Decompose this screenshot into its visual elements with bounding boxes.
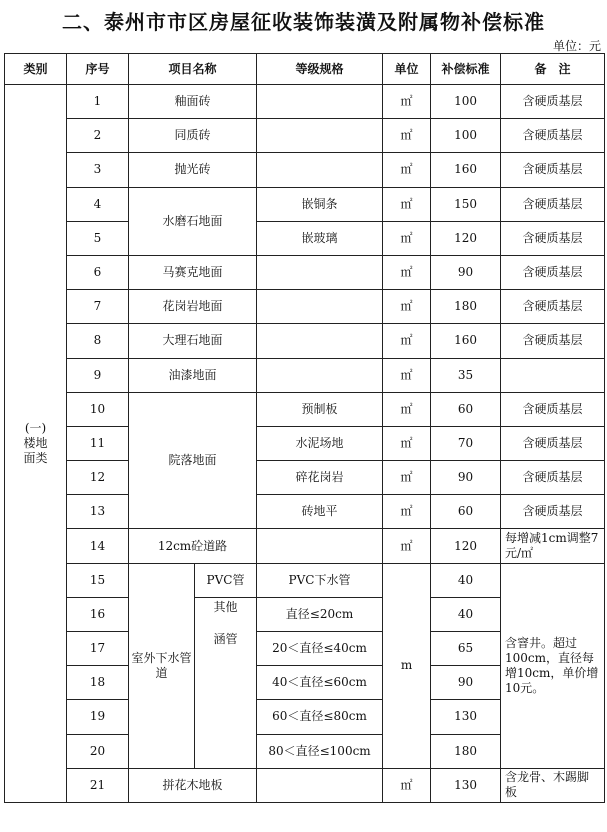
row-unit: ㎡ (383, 153, 431, 187)
row-value: 70 (431, 426, 501, 460)
row-name: 马赛克地面 (129, 255, 257, 289)
row-no: 16 (67, 597, 129, 631)
row-no: 11 (67, 426, 129, 460)
row-spec: 预制板 (257, 392, 383, 426)
row-value: 120 (431, 529, 501, 563)
header-category: 类别 (5, 54, 67, 85)
row-unit: ㎡ (383, 358, 431, 392)
header-standard: 补偿标准 (431, 54, 501, 85)
row-no: 21 (67, 768, 129, 802)
row-spec: 60＜直径≤80cm (257, 700, 383, 734)
header-item: 项目名称 (129, 54, 257, 85)
row-no: 15 (67, 563, 129, 597)
row-name: 抛光砖 (129, 153, 257, 187)
table-row (5, 563, 605, 597)
row-no: 13 (67, 495, 129, 529)
header-spec: 等级规格 (257, 54, 383, 85)
row-no: 12 (67, 461, 129, 495)
row-no: 18 (67, 666, 129, 700)
page-title: 二、泰州市市区房屋征收装饰装潢及附属物补偿标准 (62, 10, 545, 34)
row-unit: ㎡ (383, 768, 431, 802)
row-spec (257, 324, 383, 358)
row-spec (257, 119, 383, 153)
row-name: 水磨石地面 (129, 187, 257, 255)
row-value: 130 (431, 700, 501, 734)
row-spec (257, 529, 383, 563)
table-row (5, 392, 605, 426)
row-subtype-line: 涵管 (213, 631, 238, 646)
row-unit: ㎡ (383, 119, 431, 153)
row-no: 2 (67, 119, 129, 153)
row-value: 60 (431, 495, 501, 529)
row-value: 160 (431, 153, 501, 187)
table-row (5, 119, 605, 153)
row-subtype: PVC管 (195, 563, 257, 597)
row-remark: 含龙骨、木踢脚板 (501, 768, 605, 802)
row-spec (257, 358, 383, 392)
table-row (5, 187, 605, 221)
row-no: 1 (67, 85, 129, 119)
row-no: 10 (67, 392, 129, 426)
table-row (5, 255, 605, 289)
table-row (5, 461, 605, 495)
row-value: 150 (431, 187, 501, 221)
row-unit: ㎡ (383, 392, 431, 426)
table-row (5, 768, 605, 802)
unit-label: 单位：元 (552, 39, 601, 53)
drain-unit-cell: m (383, 563, 431, 768)
row-remark: 含硬质基层 (501, 153, 605, 187)
row-name: 院落地面 (129, 392, 257, 529)
row-no: 9 (67, 358, 129, 392)
drain-remark-cell: 含窨井。超过100cm，直径每增10cm，单价增10元。 (501, 563, 605, 768)
row-spec (257, 85, 383, 119)
row-unit: ㎡ (383, 495, 431, 529)
row-spec: 水泥场地 (257, 426, 383, 460)
row-no: 3 (67, 153, 129, 187)
table-row (5, 85, 605, 119)
row-unit: ㎡ (383, 290, 431, 324)
row-remark: 含硬质基层 (501, 392, 605, 426)
row-value: 180 (431, 734, 501, 768)
row-remark: 含硬质基层 (501, 495, 605, 529)
row-remark: 含硬质基层 (501, 119, 605, 153)
row-spec: 40＜直径≤60cm (257, 666, 383, 700)
row-unit: ㎡ (383, 221, 431, 255)
compensation-table (4, 53, 605, 803)
header-no: 序号 (67, 54, 129, 85)
table-row (5, 358, 605, 392)
header-unit: 单位 (383, 54, 431, 85)
row-spec: 80＜直径≤100cm (257, 734, 383, 768)
header-remark: 备 注 (501, 54, 605, 85)
category-cell: (一) 楼地 面类 (5, 85, 67, 803)
row-value: 160 (431, 324, 501, 358)
row-unit: ㎡ (383, 85, 431, 119)
table-row (5, 153, 605, 187)
row-name: 花岗岩地面 (129, 290, 257, 324)
row-spec (257, 153, 383, 187)
row-value: 180 (431, 290, 501, 324)
row-remark: 含硬质基层 (501, 221, 605, 255)
row-remark: 含硬质基层 (501, 426, 605, 460)
row-remark: 含硬质基层 (501, 255, 605, 289)
table-row (5, 495, 605, 529)
table-row (5, 529, 605, 563)
row-value: 90 (431, 461, 501, 495)
row-remark: 每增减1cm调整7元/㎡ (501, 529, 605, 563)
row-spec (257, 768, 383, 802)
row-name: 同质砖 (129, 119, 257, 153)
row-value: 60 (431, 392, 501, 426)
row-spec: 嵌玻璃 (257, 221, 383, 255)
row-value: 65 (431, 632, 501, 666)
row-subtype (195, 597, 257, 768)
row-value: 40 (431, 563, 501, 597)
row-name: 釉面砖 (129, 85, 257, 119)
row-unit: ㎡ (383, 426, 431, 460)
row-subtype-line: 其他 (213, 599, 238, 614)
row-spec: 碎花岗岩 (257, 461, 383, 495)
row-spec (257, 255, 383, 289)
row-remark: 含硬质基层 (501, 85, 605, 119)
row-value: 90 (431, 666, 501, 700)
row-unit: ㎡ (383, 187, 431, 221)
row-name: 拼花木地板 (129, 768, 257, 802)
row-unit: ㎡ (383, 255, 431, 289)
row-remark: 含硬质基层 (501, 290, 605, 324)
row-no: 6 (67, 255, 129, 289)
row-remark: 含硬质基层 (501, 461, 605, 495)
row-no: 4 (67, 187, 129, 221)
row-remark: 含硬质基层 (501, 324, 605, 358)
row-spec: 嵌铜条 (257, 187, 383, 221)
row-name: 大理石地面 (129, 324, 257, 358)
row-value: 100 (431, 85, 501, 119)
row-no: 5 (67, 221, 129, 255)
table-row (5, 221, 605, 255)
row-name: 12cm砼道路 (129, 529, 257, 563)
row-remark: 含硬质基层 (501, 187, 605, 221)
row-spec: 20＜直径≤40cm (257, 632, 383, 666)
row-unit: ㎡ (383, 461, 431, 495)
row-spec (257, 290, 383, 324)
row-no: 17 (67, 632, 129, 666)
row-spec: PVC下水管 (257, 563, 383, 597)
row-no: 7 (67, 290, 129, 324)
row-value: 120 (431, 221, 501, 255)
row-no: 14 (67, 529, 129, 563)
table-row (5, 324, 605, 358)
row-value: 90 (431, 255, 501, 289)
row-unit: ㎡ (383, 324, 431, 358)
row-no: 19 (67, 700, 129, 734)
row-remark (501, 358, 605, 392)
row-name: 油漆地面 (129, 358, 257, 392)
row-spec: 砖地平 (257, 495, 383, 529)
row-value: 40 (431, 597, 501, 631)
table-row (5, 426, 605, 460)
drain-name-cell: 室外下水管道 (129, 563, 195, 768)
row-value: 100 (431, 119, 501, 153)
row-spec: 直径≤20cm (257, 597, 383, 631)
table-row (5, 290, 605, 324)
row-value: 130 (431, 768, 501, 802)
row-no: 8 (67, 324, 129, 358)
row-value: 35 (431, 358, 501, 392)
row-no: 20 (67, 734, 129, 768)
row-unit: ㎡ (383, 529, 431, 563)
